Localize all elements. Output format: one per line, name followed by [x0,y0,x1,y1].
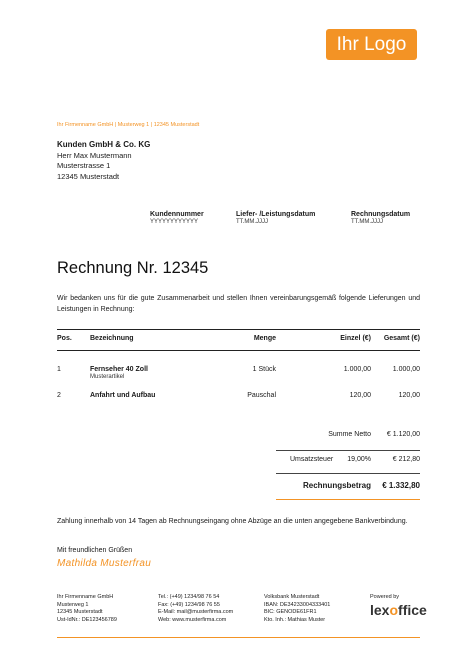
recipient-city: 12345 Musterstadt [57,171,120,181]
invoice-title: Rechnung Nr. 12345 [57,259,209,277]
header-total: Gesamt (€) [383,335,420,342]
table-top-rule [57,329,420,330]
footer-phone: Tel.: (+49) 1234/98 76 54 [158,594,220,600]
vat-value: € 212,80 [392,456,420,463]
lexoffice-logo-part-3: ffice [398,602,427,618]
footer-email: E-Mail: mail@musterfirma.com [158,609,234,615]
row-1-subtitle: Musterartikel [90,374,125,380]
footer-company [57,594,117,624]
recipient-company: Kunden GmbH & Co. KG [57,140,151,149]
meta-customer-number [150,211,204,225]
footer-bank [264,594,330,624]
delivery-date-value: TT.MM.JJJJ [236,219,268,225]
net-sum-value: € 1.120,00 [386,431,420,438]
customer-number-value: YYYYYYYYYYYY [150,219,199,225]
footer-fax: Fax: (+49) 1234/98 76 55 [158,601,220,608]
table-row-2-pos: 2 [57,392,61,399]
table-row-1-total: 1.000,00 [392,366,420,373]
footer-accent-rule [57,637,420,638]
net-sum-label: Summe Netto [328,431,371,438]
vat-top-rule [276,450,420,451]
payment-terms: Zahlung innerhalb von 14 Tagen ab Rechnungseingang ohne Abzüge an die unten angegebene Bankverbindung. [57,518,408,525]
footer-bic: BIC: GENODE61FR1 [264,609,317,615]
recipient-person: Herr Max Mustermann [57,150,132,160]
signature: Mathilda Musterfrau [57,558,152,569]
footer-company-name: Ihr Firmenname GmbH [57,594,114,600]
intro-text: Wir bedanken uns für die gute Zusammenarbeit und stellen Ihnen vereinbarungsgemäß folgende Lieferungen und Leistungen in Rechnung: [57,295,420,313]
recipient-street: Musterstrasse 1 [57,161,111,170]
header-unit-price: Einzel (€) [340,335,371,342]
table-row-1-pos: 1 [57,366,61,373]
table-row-1-qty: 1 Stück [252,366,276,373]
footer-bank-name: Volksbank Musterstadt [264,594,320,600]
sender-line: Ihr Firmenname GmbH | Musterweg 1 | 12345 Musterstadt [57,122,200,128]
table-row-2-qty: Pauschal [247,392,276,399]
gross-total-underline [276,499,420,500]
gross-total-value: € 1.332,80 [382,481,420,490]
footer-company-street: Musterweg 1 [57,601,89,608]
powered-by-label: Powered by [370,594,400,600]
lexoffice-logo-part-2: o [389,602,399,618]
meta-invoice-date [351,211,410,225]
row-1-title: Fernseher 40 Zoll [90,366,148,373]
table-row-2-total: 120,00 [398,392,420,399]
footer-contact [158,594,233,624]
table-row-1-desc [90,366,148,380]
header-description: Bezeichnung [90,335,134,342]
table-row-1-unit: 1.000,00 [343,366,371,373]
footer-account-holder: Kto. Inh.: Mathias Muster [264,616,326,623]
header-quantity: Menge [253,335,276,342]
footer-company-vat: Ust-IdNr.: DE123456789 [57,616,117,623]
company-logo: Ihr Logo [326,29,417,60]
greeting: Mit freundlichen Grüßen [57,547,133,554]
invoice-date-label: Rechnungsdatum [351,211,411,218]
footer-company-city: 12345 Musterstadt [57,609,103,615]
recipient-address [57,140,150,182]
delivery-date-label: Liefer- /Leistungsdatum [236,211,316,218]
invoice-date-value: TT.MM.JJJJ [351,219,383,225]
lexoffice-logo [370,602,427,618]
table-row-2-desc: Anfahrt und Aufbau [90,392,156,399]
vat-label: Umsatzsteuer [290,456,334,463]
footer-web: Web: www.musterfirma.com [158,616,227,623]
meta-delivery-date [236,211,315,225]
vat-bottom-rule [276,473,420,474]
header-pos: Pos. [57,335,72,342]
gross-total-label: Rechnungsbetrag [302,481,371,490]
vat-rate: 19,00% [347,456,371,463]
lexoffice-logo-part-1: lex [370,602,390,618]
table-header-rule [57,350,420,351]
customer-number-label: Kundennummer [150,211,204,218]
table-row-2-unit: 120,00 [349,392,371,399]
footer-iban: IBAN: DE34233004333401 [264,601,331,608]
